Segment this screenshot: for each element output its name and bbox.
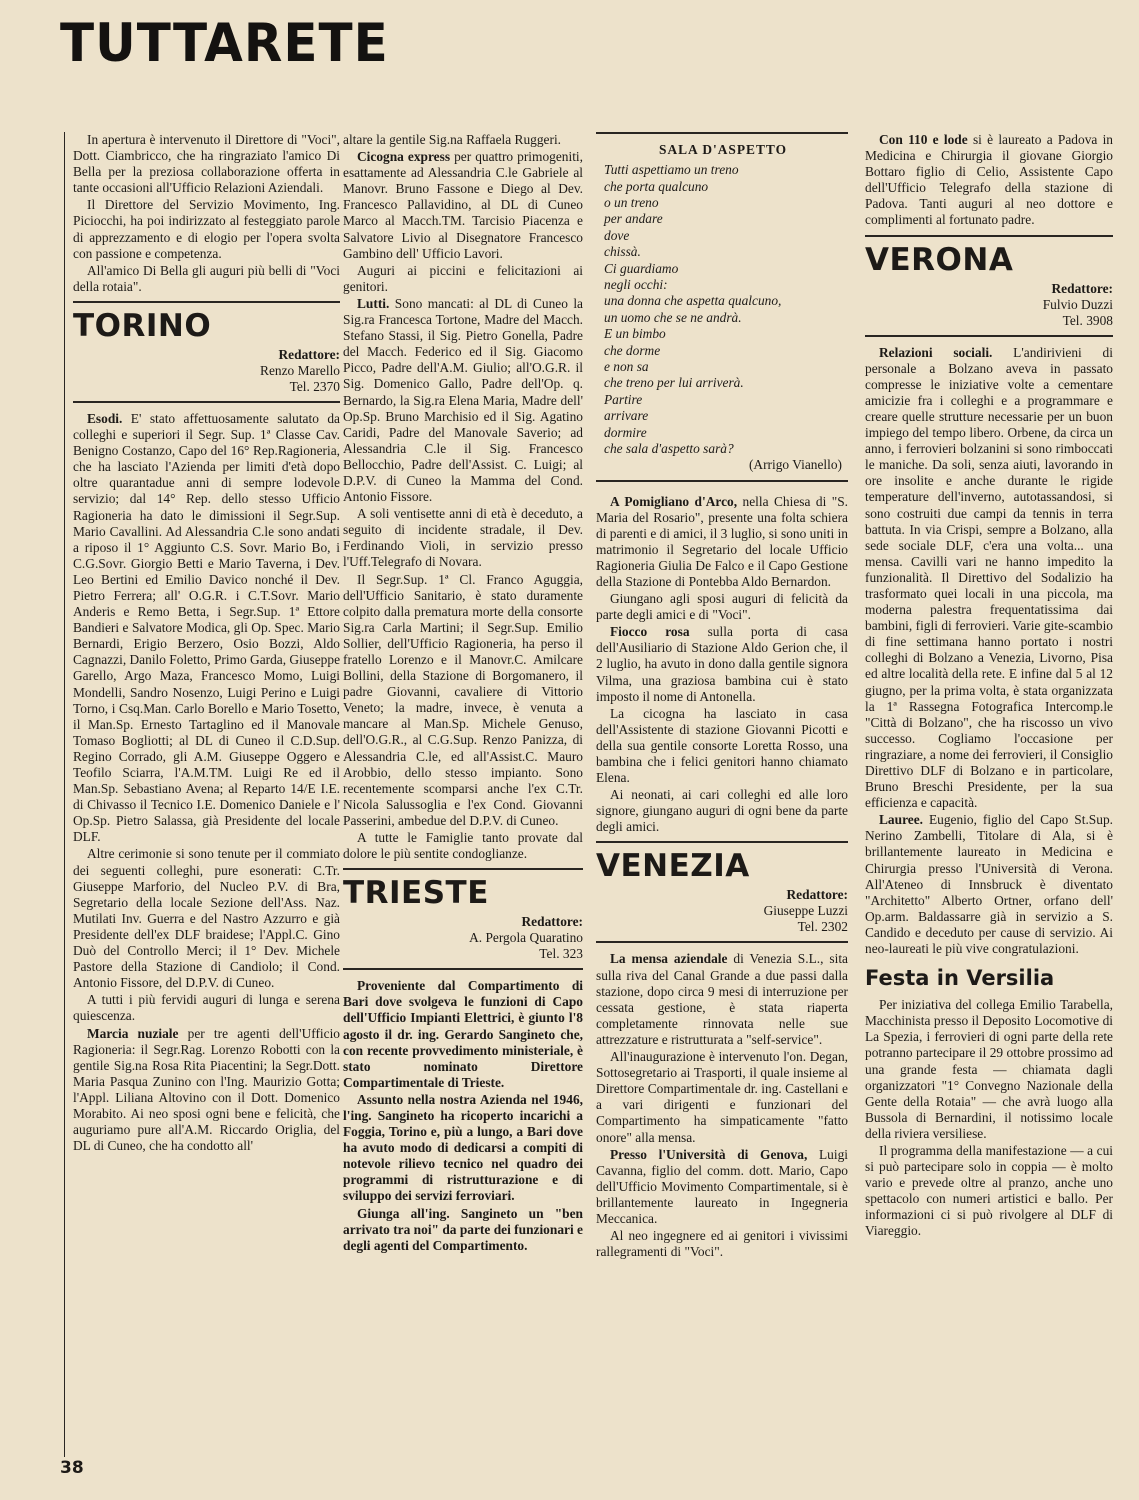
divider xyxy=(343,968,583,970)
cicogna-text: per quattro primogeniti, esattamente ad Alessandria C.le Gabriele al Manovr. Bruno Fassone e Diego al Dev. Francesco Pallavidino, al DL di Cuneo Marco al Macch.TM. Tarcisio Piacenza e Salvatore Livio al Disegnatore Francesco Gambino dell' Ufficio Lavori. xyxy=(343,149,583,261)
marcia-paragraph xyxy=(73,1026,340,1155)
editor-box-trieste xyxy=(343,914,583,962)
editor-tel: Tel. 2370 xyxy=(289,378,340,394)
lutti-text: Sono mancati: al DL di Cuneo la Sig.ra Francesca Tortone, Madre del Macch. Stefano Stassi, il Sig. Pietro Gonella, Padre del Macch. Federico ed il Sig. Giacomo Picco, Padre dell'A.M. Giulio; all'O.G.R. il Sig. Domenico Gallo, Padre dell'Op. q. Bernardo, la Sig.ra Elena Maria, Madre dell' Op.Sp. Bruno Marchisio ed il Sig. Agatino Caridi, Padre del Manovale Saverio; ad Alessandria C.le il Sig. Francesco Bellocchio, Padre dell'Assist. C. Luigi; al D.P.V. di Cuneo la Mamma del Cond. Antonio Fissore. xyxy=(343,295,583,505)
lode-text: si è laureato a Padova in Medicina e Chirurgia il giovane Giorgio Bottaro figlio di Celio, Assistente Capo dell'Ufficio Telegrafo della stazione di Padova. Tanti auguri al neo dottore e complimenti al fortunato padre. xyxy=(865,132,1113,228)
divider xyxy=(73,401,340,403)
column-2 xyxy=(343,132,583,1457)
cerimonie-paragraph: Altre cerimonie si sono tenute per il commiato dei seguenti colleghi, pure esonerati: C.Tr. Giuseppe Marforio, del Nucleo P.V. di Bra, Segretario della locale Sezione dell'Ass. Naz. Mutilati Inv. Guerra e del Nastro Azzurro e già Presidente dell'ex DLF braidese; l'Appl.C. Gino Duò del Controllo Merci; il 1° Dev. Michele Pastore della Stazione di Candiolo; il Cond. Antonio Fissore, del D.P.V. di Cuneo. xyxy=(73,846,340,991)
poem-box xyxy=(596,132,848,482)
genova-paragraph xyxy=(596,1147,848,1227)
inaugurazione-paragraph: All'inaugurazione è intervenuto l'on. Degan, Sottosegretario ai Trasporti, il quale insieme al Direttore Compartimentale dr. ing. Castellani e a vari dirigenti e funzionari del Compartimento ha simpaticamente "fatto onore" alla mensa. xyxy=(596,1049,848,1145)
poem-line: che porta qualcuno xyxy=(604,178,709,194)
festa-paragraph-1: Per iniziativa del collega Emilio Tarabella, Macchinista presso il Deposito Locomotive di La Spezia, i ferrovieri di ogni parte della rete potranno partecipare il 29 ottobre prossimo ad una grande festa — chiamata dagli organizzatori "1° Convegno Nazionale della Gente della Rotaia" — che avrà luogo alla Bussola di Bernardini, il notissimo locale della riviera versiliese. xyxy=(865,997,1113,1141)
cicogna-paragraph: La cicogna ha lasciato in casa dell'Assistente di stazione Giovanni Picotti e della sua gentile consorte Loretta Rosso, una bambina che i felici genitori hanno chiamato Elena. xyxy=(596,705,848,786)
fiocco-paragraph xyxy=(596,624,848,704)
poem-line: che sala d'aspetto sarà? xyxy=(604,441,734,456)
divider xyxy=(865,335,1113,337)
ventisette-paragraph: A soli ventisette anni di età è deceduto, a seguito di incidente stradale, il Dev. Ferdinando Violi, in servizio presso l'Uff.Telegrafo di Novara. xyxy=(343,506,583,570)
lauree-lead: Lauree. xyxy=(879,812,924,828)
editor-box-torino xyxy=(73,347,340,395)
fiocco-text: sulla porta di casa dell'Ausiliario di Stazione Aldo Gerion che, il 2 luglio, ha avuto in dono dalla gentile signora Vilma, una graziosa bambina cui è stato imposto il nome di Antonella. xyxy=(596,624,848,704)
editor-box-venezia xyxy=(596,887,848,935)
poem-line: E un bimbo xyxy=(604,326,666,342)
poem-line: un uomo che se ne andrà. xyxy=(604,309,742,325)
column-3 xyxy=(596,132,848,1457)
editor-box-verona xyxy=(865,281,1113,329)
editor-name: Renzo Marello xyxy=(260,362,340,378)
pomigliano-text: nella Chiesa di "S. Maria del Rosario", presente una folta schiera di parenti e di amici, il 3 luglio, si sono uniti in matrimonio il Segretario del locale Ufficio Ragioneria Giulia De Falco e il Capo Gestione della Stazione di Pontebba Aldo Bernardon. xyxy=(596,493,848,589)
poem-line: dormire xyxy=(604,424,647,440)
poem-line: dove xyxy=(604,227,630,243)
editor-name: Giuseppe Luzzi xyxy=(763,903,848,919)
lauree-text: Eugenio, figlio del Capo St.Sup. Nerino Zambelli, Titolare di Ala, si è brillantemente laureato in Medicina e Chirurgia presso l'Università di Verona. All'Ateneo di Innsbruck è diventato "Architetto" Alberto Ortner, orfano dell' Op.arm. Baldassarre già in servizio a S. Candido e deceduto per cause di servizio. Ai neo-laureati le più vive congratulazioni. xyxy=(865,812,1113,957)
sposi-paragraph: Giungano agli sposi auguri di felicità da parte degli amici e di "Voci". xyxy=(596,591,848,623)
masthead-title: TUTTARETE xyxy=(60,12,389,74)
ingegnere-paragraph: Al neo ingegnere ed ai genitori i vivissimi rallegramenti di "Voci". xyxy=(596,1228,848,1260)
poem-line: Tutti aspettiamo un treno xyxy=(604,162,739,178)
poem-line: che dorme xyxy=(604,342,661,358)
intro-paragraph: All'amico Di Bella gli auguri più belli di "Voci della rotaia". xyxy=(73,262,340,294)
relazioni-lead: Relazioni sociali. xyxy=(879,344,993,360)
section-title-torino: TORINO xyxy=(73,301,340,343)
poem-line: che treno per lui arriverà. xyxy=(604,375,744,391)
trieste-paragraph-1: Proveniente dal Compartimento di Bari dove svolgeva le funzioni di Capo dell'Ufficio Impianti Elettrici, è giunto l'8 agosto il dr. ing. Gerardo Sangineto che, con recente provvedimento ministeriale, è stato nominato Direttore Compartimentale di Trieste. xyxy=(343,978,583,1090)
festa-paragraph-2: Il programma della manifestazione — a cui si può partecipare solo in coppia — è molto vario e prevede oltre al pranzo, anche uno spettacolo con numeri artistici e ballo. Per informazioni ci si può rivolgere al DLF di Viareggio. xyxy=(865,1142,1113,1239)
mensa-lead: La mensa aziendale xyxy=(610,951,728,967)
cicogna-lead: Cicogna express xyxy=(357,149,451,165)
genova-lead: Presso l'Università di Genova, xyxy=(610,1146,808,1162)
esodi-paragraph xyxy=(73,411,340,846)
pomigliano-paragraph xyxy=(596,494,848,591)
editor-name: A. Pergola Quaratino xyxy=(469,930,583,946)
trieste-paragraph-3: Giunga all'ing. Sangineto un "ben arrivato tra noi" da parte dei funzionari e degli agenti del Compartimento. xyxy=(343,1205,583,1253)
poem-line: e non sa xyxy=(604,358,649,374)
esodi-lead: Esodi. xyxy=(87,410,123,426)
lode-paragraph xyxy=(865,132,1113,229)
poem-line: chissà. xyxy=(604,244,641,260)
poem-line: Partire xyxy=(604,391,643,407)
poem-line: negli occhi: xyxy=(604,276,668,292)
column-1 xyxy=(64,132,340,1457)
relazioni-text: L'andirivieni di personale a Bolzano aveva in passato compresse le iniziative volte a cementare amicizie fra i colleghi e a programmare e creare quelle strutture necessarie per un buon impiego del tempo libero. Orbene, da circa un anno, i ferrovieri bolzanini si sono rimboccati le maniche. Da soli, senza aiuti, lavorando in ore insolite e anche durante le rigide temperature dell'inverno, autotassandosi, si sono costruiti due campi da tennis in terra battuta. In via Crispi, sempre a Bolzano, alla sede sociale DLF, c'era una volta... una mensa. Cavilli vari ne hanno impedito la funzionalità. Il Direttivo del Sodalizio ha trasformato quei locali in una piccola, ma moderna palestra frequentatissima dai bambini, figli di ferrovieri. Varie gite-scambio di fine settimana hanno portato i nostri colleghi di Bolzano a Venezia, Livorno, Pisa ed altre località della rete. E infine dal 5 al 12 giugno, per la prima volta, è stata organizzata la 1ª Rassegna Fotografica Intercomp.le "Città di Bolzano", che ha riscosso un vivo successo. Cogliamo l'occasione per ringraziare, a nome dei ferrovieri, il Consiglio Direttivo DLF di Bolzano e in particolare, Bruno Breschi Presidente, per la sua efficienza e capacità. xyxy=(865,344,1113,811)
lutti-lead: Lutti. xyxy=(357,295,390,311)
auguri-paragraph: A tutti i più fervidi auguri di lunga e serena quiescenza. xyxy=(73,992,340,1024)
intro-paragraph: In apertura è intervenuto il Direttore di "Voci", Dott. Ciambricco, che ha ringraziato l'amico Di Bella per la preziosa collaborazione offerta in tante occasioni all'Ufficio Relazioni Aziendali. xyxy=(73,132,340,196)
subhead-festa-versilia: Festa in Versilia xyxy=(865,966,1055,991)
section-title-trieste: TRIESTE xyxy=(343,868,583,910)
fiocco-lead: Fiocco rosa xyxy=(610,624,690,640)
auguri-piccini-paragraph: Auguri ai piccini e felicitazioni ai genitori. xyxy=(343,262,583,294)
poem-author: (Arrigo Vianello) xyxy=(748,457,842,473)
editor-tel: Tel. 3908 xyxy=(1062,312,1113,328)
editor-tel: Tel. 2302 xyxy=(797,919,848,935)
editor-tel: Tel. 323 xyxy=(539,946,583,962)
page-number: 38 xyxy=(60,1458,84,1478)
section-title-verona: VERONA xyxy=(865,235,1113,277)
aguggia-paragraph: Il Segr.Sup. 1ª Cl. Franco Aguggia, dell'Ufficio Sanitario, è stato duramente colpito dalla prematura morte della consorte Sig.ra Carla Martini; il Segr.Sup. Emilio Sollier, dell'Ufficio Ragioneria, ha perso il fratello Lorenzo e il Manovr.C. Amilcare Bollini, della Stazione di Borgomanero, il padre Giovanni, cavaliere di Vittorio Veneto; la madre, invece, è venuta a mancare al Man.Sp. Michele Genuso, dell'O.G.R., al C.G.Sup. Renzo Panizza, di Alessandria C.le, ed all'Assist.C. Mauro Arobbio, dello stesso impianto. Sono recentemente scomparsi anche l'ex C.Tr. Nicola Salussoglia e l'ex Cond. Giovanni Passerini, ambedue del D.P.V. di Cuneo. xyxy=(343,571,583,828)
poem-line: arrivare xyxy=(604,408,649,424)
poem-line: per andare xyxy=(604,211,663,227)
mensa-paragraph xyxy=(596,951,848,1048)
genova-text: Luigi Cavanna, figlio del comm. dott. Mario, Capo dell'Ufficio Movimento Compartimentale, si è brillantemente laureato in Ingegneria Meccanica. xyxy=(596,1146,848,1226)
divider xyxy=(596,941,848,943)
mensa-text: di Venezia S.L., sita sulla riva del Canal Grande a due passi dalla stazione, dopo circa 9 mesi di interruzione per cessata gestione, è stata riaperta completamente rinnovata nelle sue attrezzature e ristrutturata a "self-service". xyxy=(596,951,848,1047)
lode-lead: Con 110 e lode xyxy=(879,132,968,147)
poem-title: SALA D'ASPETTO xyxy=(659,142,787,157)
relazioni-paragraph xyxy=(865,345,1113,812)
poem-lines xyxy=(604,162,842,457)
editor-label: Redattore: xyxy=(786,887,848,903)
trieste-paragraph-2: Assunto nella nostra Azienda nel 1946, l'ing. Sangineto ha ricoperto incarichi a Foggia, Torino e, più a lungo, a Bari dove ha avuto modo di dedicarsi a compiti di notevole rilievo tecnico nel quadro dei programmi di ristrutturazione e di sviluppo dei servizi ferroviari. xyxy=(343,1091,583,1204)
neonati-paragraph: Ai neonati, ai cari colleghi ed alle loro signore, giungano auguri di ogni bene da parte degli amici. xyxy=(596,787,848,835)
poem-line: Ci guardiamo xyxy=(604,260,679,276)
famiglie-paragraph: A tutte le Famiglie tanto provate dal dolore le più sentite condoglianze. xyxy=(343,830,583,862)
editor-name: Fulvio Duzzi xyxy=(1042,296,1113,312)
poem-line: o un treno xyxy=(604,194,659,210)
marcia-lead: Marcia nuziale xyxy=(87,1025,179,1041)
esodi-text: E' stato affettuosamente salutato da colleghi e superiori il Segr. Sup. 1ª Classe Cav. Benigno Costanzo, Capo del 16° Rep.Ragioneria, che ha lasciato l'Azienda per limiti d'età dopo oltre quarantadue anni di sempre lodevole servizio; dal 14° Rep. dello stesso Ufficio Ragioneria ha dato le dimissioni il Segr.Sup. Mario Cavallini. Ad Alessandria C.le sono andati a riposo il 1° Aggiunto C.S. Sovr. Mario Bo, i C.G.Sovr. Giorgio Betti e Mario Taverna, i Dev. Leo Bertini ed Emilio Davico nonché il Dev. Pietro Ferrera; all' O.G.R. i C.T.Sovr. Mario Anderis e Remo Betta, i Segr.Sup. 1ª Ettore Bandieri e Salvatore Modica, gli Op. Spec. Mario Bernardi, Erigio Berzero, Osio Bozzi, Aldo Cagnazzi, Danilo Foletto, Primo Garda, Giuseppe Garello, Argo Maza, Francesco Momo, Luigi Mondelli, Sandro Nosenzo, Luigi Perino e Luigi Torno, i Csq.Man. Carlo Borello e Mario Tosetto, il Man.Sp. Ernesto Tartaglino ed il Manovale Tomaso Bogliotti; al DL di Cuneo il C.D.Sup. Regino Corrado, gli A.M. Giuseppe Oggero e Teofilo Sciarra, l'A.M.TM. Luigi Re ed il Man.Sp. Sebastiano Avena; al Reparto 14/E I.E. di Chivasso il Tecnico I.E. Domenico Daniele e l' Op.Sp. Pietro Salassa, già Presidente del locale DLF. xyxy=(73,410,340,845)
marcia-text: per tre agenti dell'Ufficio Ragioneria: il Segr.Rag. Lorenzo Robotti con la gentile Sig.na Rosa Rita Piacentini; la Segr.Dott. Maria Pasqua Zunino con l'Ing. Maurizio Gotta; l'Appl. Liliana Altovino con il Dott. Domenico Morabito. Ai neo sposi ogni bene e felicità, che auguriamo pure all'A.M. Riccardo Origlia, del DL di Cuneo, che ha condotto all' xyxy=(73,1025,340,1154)
cicogna-paragraph xyxy=(343,149,583,262)
lutti-paragraph xyxy=(343,296,583,505)
poem-line: una donna che aspetta qualcuno, xyxy=(604,293,782,309)
column-4 xyxy=(865,132,1113,1457)
intro-paragraph: Il Direttore del Servizio Movimento, Ing. Piciocchi, ha poi indirizzato al festeggiato parole di apprezzamento e di elogio per l'opera svolta con passione e competenza. xyxy=(73,197,340,261)
editor-label: Redattore: xyxy=(278,346,340,362)
editor-label: Redattore: xyxy=(1051,280,1113,296)
section-title-venezia: VENEZIA xyxy=(596,841,848,883)
editor-label: Redattore: xyxy=(521,914,583,930)
lauree-paragraph xyxy=(865,812,1113,957)
pomigliano-lead: A Pomigliano d'Arco, xyxy=(610,493,738,509)
continuation-paragraph: altare la gentile Sig.na Raffaela Ruggeri. xyxy=(343,132,562,147)
